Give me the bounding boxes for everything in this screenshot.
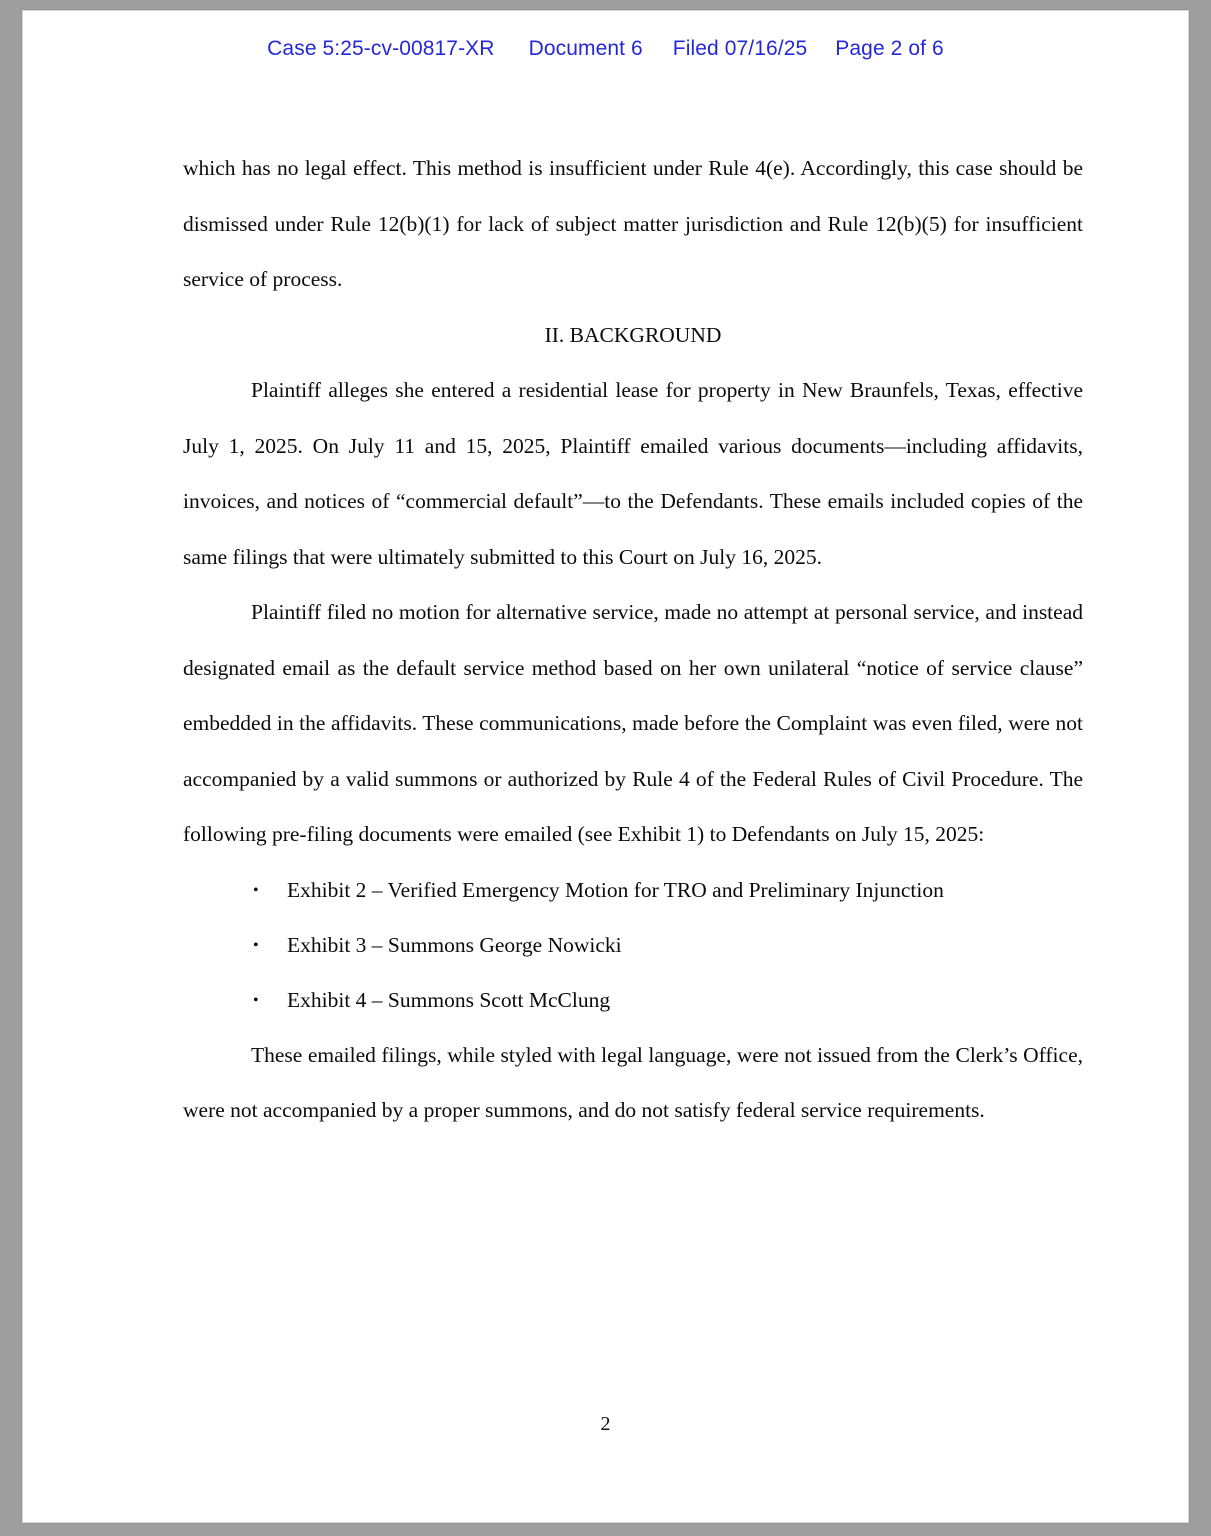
exhibit-list (183, 863, 1083, 1028)
list-item-label: Exhibit 4 – Summons Scott McClung (287, 987, 611, 1012)
paragraph-background-allegations: Plaintiff alleges she entered a residential lease for property in New Braunfels, Texas, effective July 1, 2025. On July 11 and 15, 2025, Plaintiff emailed various documents—including affidavits, invoices, and notices of “commercial default”—to the Defendants. These emails included copies of the same filings that were ultimately submitted to this Court on July 16, 2025. (183, 378, 1083, 569)
document-page (22, 10, 1189, 1523)
paragraph-service-method: Plaintiff filed no motion for alternative service, made no attempt at personal service, and instead designated email as the default service method based on her own unilateral “notice of service clause” embedded in the affidavits. These communications, made before the Complaint was even filed, were not accompanied by a valid summons or authorized by Rule 4 of the Federal Rules of Civil Procedure. The following pre-filing documents were emailed (see Exhibit 1) to Defendants on July 15, 2025: (183, 600, 1083, 846)
paragraph-continuation: which has no legal effect. This method is insufficient under Rule 4(e). Accordingly, this case should be dismissed under Rule 12(b)(1) for lack of subject matter jurisdiction and Rule 12(b)(5) for insufficient service of process. (183, 156, 1083, 291)
header-document-number: Document 6 (528, 37, 643, 60)
section-heading-background: II. BACKGROUND (544, 322, 722, 347)
page-number-footer: 2 (600, 1413, 611, 1435)
bullet-icon: • (253, 936, 259, 954)
list-item (183, 973, 1083, 1028)
paragraph-conclusion: These emailed filings, while styled with legal language, were not issued from the Clerk’s Office, were not accompanied by a proper summons, and do not satisfy federal service requirements. (183, 1042, 1083, 1122)
header-filed-date: Filed 07/16/25 (672, 37, 808, 60)
list-item-label: Exhibit 3 – Summons George Nowicki (287, 932, 622, 957)
list-item-label: Exhibit 2 – Verified Emergency Motion for TRO and Preliminary Injunction (287, 877, 944, 902)
ecf-header-stamp (23, 37, 1188, 61)
list-item (183, 863, 1083, 918)
header-page-indicator: Page 2 of 6 (835, 37, 944, 60)
bullet-icon: • (253, 881, 259, 899)
bullet-icon: • (253, 991, 259, 1009)
list-item (183, 918, 1083, 973)
document-body (183, 141, 1083, 1139)
header-case-number: Case 5:25-cv-00817-XR (267, 37, 495, 60)
